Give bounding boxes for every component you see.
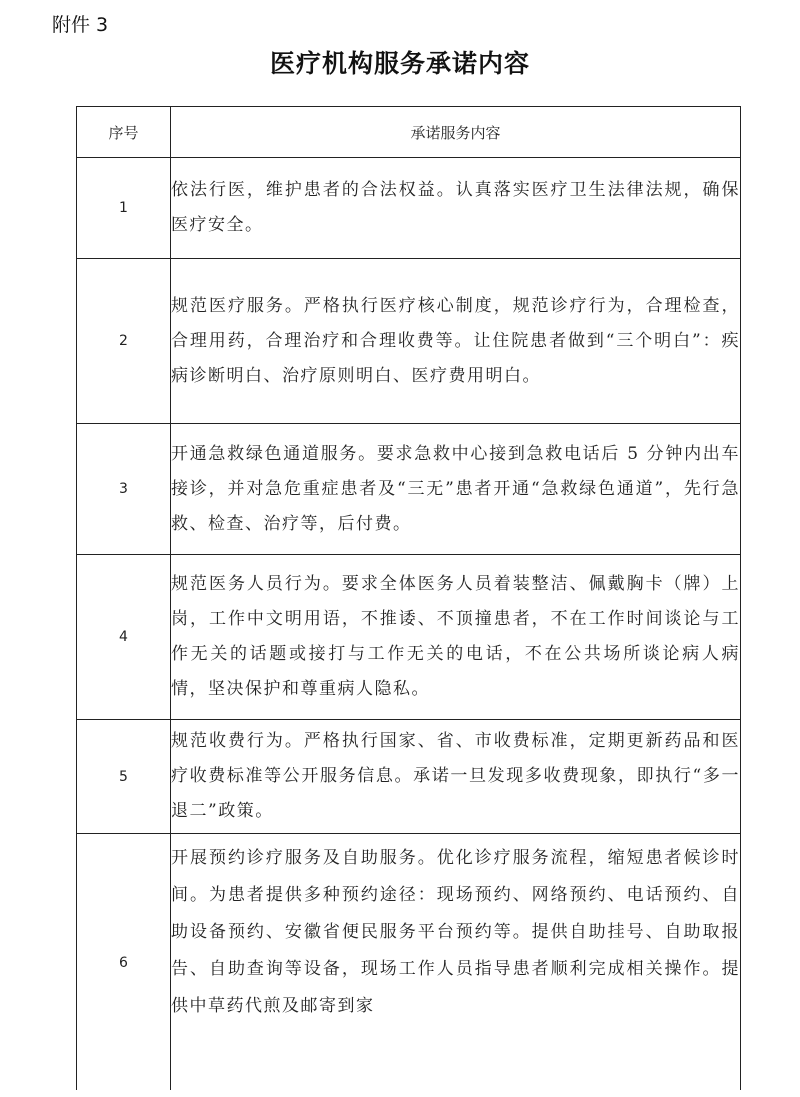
column-header-number: 序号	[77, 107, 171, 158]
row-content: 规范医疗服务。严格执行医疗核心制度，规范诊疗行为，合理检查，合理用药，合理治疗和合理收费等。让住院患者做到“三个明白”：疾病诊断明白、治疗原则明白、医疗费用明白。	[171, 259, 741, 424]
row-number: 5	[77, 720, 171, 834]
row-number: 3	[77, 424, 171, 555]
row-content: 开展预约诊疗服务及自助服务。优化诊疗服务流程，缩短患者候诊时间。为患者提供多种预约途径：现场预约、网络预约、电话预约、自助设备预约、安徽省便民服务平台预约等。提供自助挂号、自助取报告、自助查询等设备，现场工作人员指导患者顺利完成相关操作。提供中草药代煎及邮寄到家	[171, 834, 741, 1091]
row-number: 2	[77, 259, 171, 424]
page-title: 医疗机构服务承诺内容	[269, 49, 530, 78]
table-row	[77, 424, 741, 555]
service-commitment-table	[76, 106, 741, 1090]
table-row	[77, 720, 741, 834]
row-number: 1	[77, 158, 171, 259]
table-row	[77, 555, 741, 720]
row-content: 规范医务人员行为。要求全体医务人员着装整洁、佩戴胸卡（牌）上岗，工作中文明用语，不推诿、不顶撞患者，不在工作时间谈论与工作无关的话题或接打与工作无关的电话，不在公共场所谈论病人病情，坚决保护和尊重病人隐私。	[171, 555, 741, 720]
row-number: 6	[77, 834, 171, 1091]
row-content: 开通急救绿色通道服务。要求急救中心接到急救电话后 5 分钟内出车接诊，并对急危重症患者及“三无”患者开通“急救绿色通道”，先行急救、检查、治疗等，后付费。	[171, 424, 741, 555]
row-number: 4	[77, 555, 171, 720]
row-content: 依法行医，维护患者的合法权益。认真落实医疗卫生法律法规，确保医疗安全。	[171, 158, 741, 259]
row-content: 规范收费行为。严格执行国家、省、市收费标准，定期更新药品和医疗收费标准等公开服务信息。承诺一旦发现多收费现象，即执行“多一退二”政策。	[171, 720, 741, 834]
table-header-row	[77, 107, 741, 158]
table-row	[77, 259, 741, 424]
table-row	[77, 158, 741, 259]
attachment-label: 附件 3	[52, 14, 109, 36]
table-row	[77, 834, 741, 1091]
column-header-content: 承诺服务内容	[171, 107, 741, 158]
